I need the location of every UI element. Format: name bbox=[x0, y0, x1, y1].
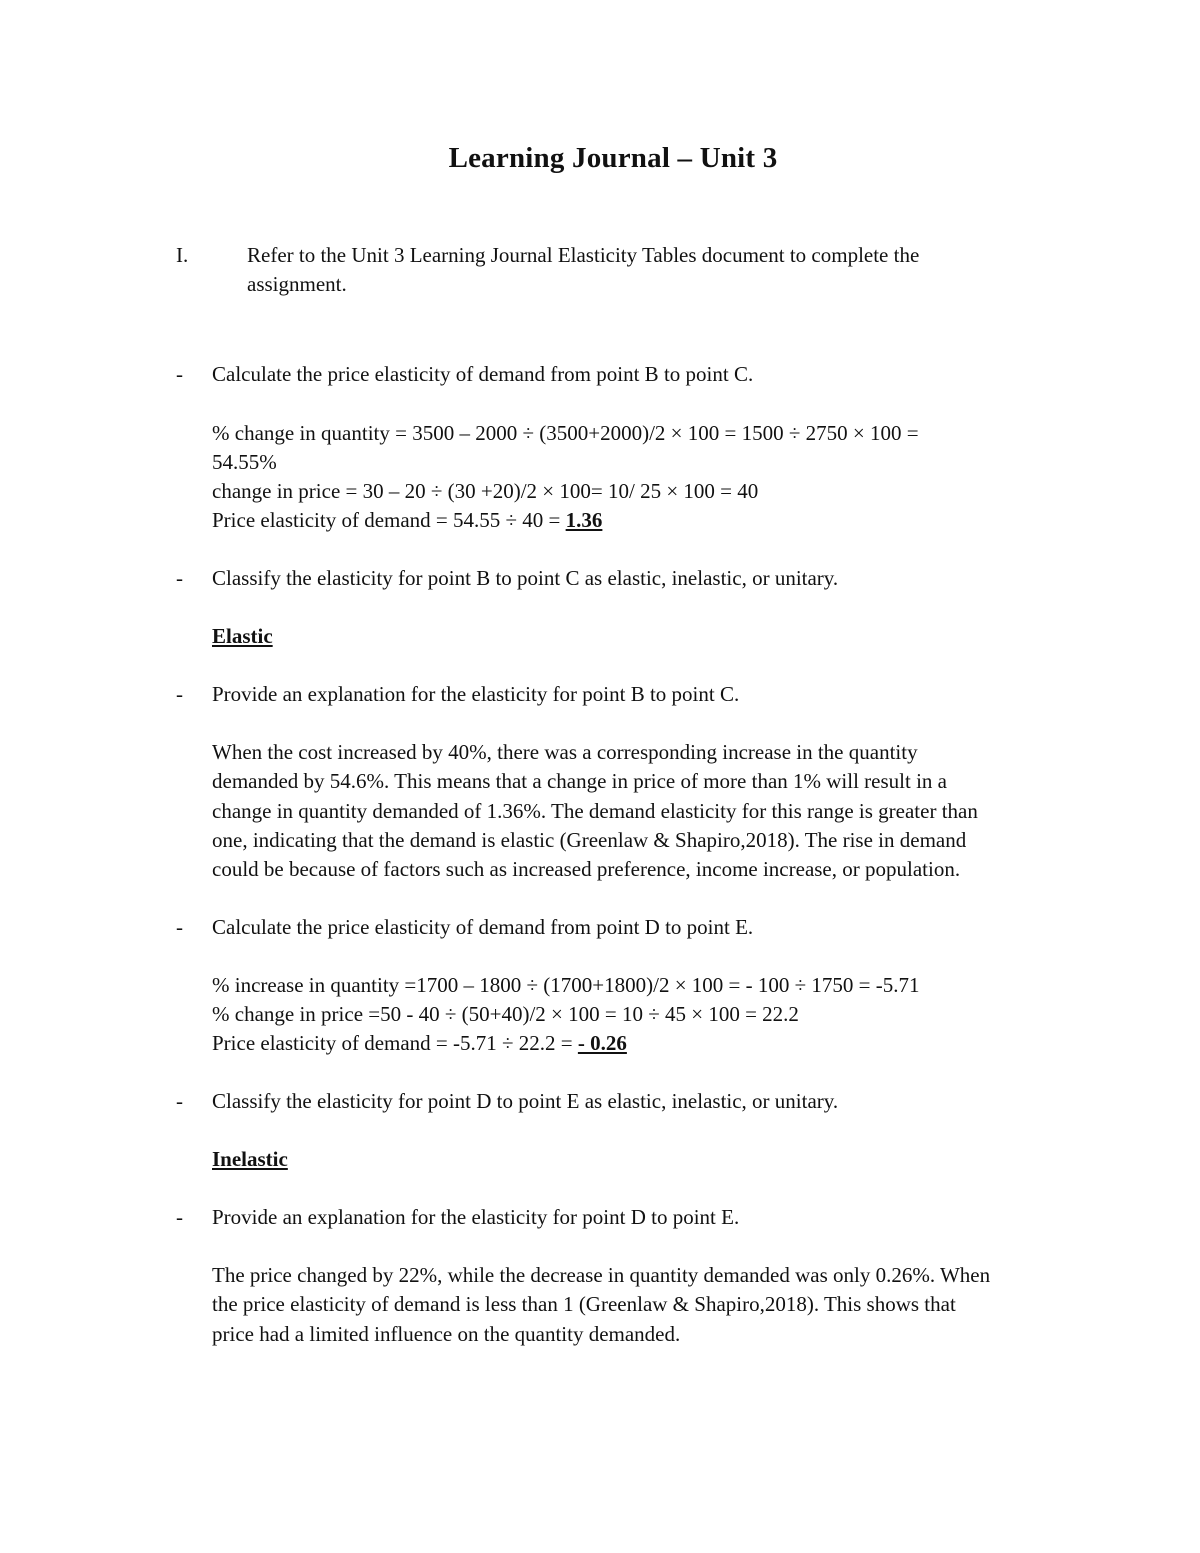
question-prompt: Classify the elasticity for point D to point E as elastic, inelastic, or unitary. bbox=[212, 1089, 839, 1113]
result-prefix: Price elasticity of demand = 54.55 ÷ 40 = bbox=[212, 508, 566, 532]
classification-answer: Elastic bbox=[212, 624, 273, 648]
calculation-result-line bbox=[212, 1029, 1092, 1058]
paragraph-line: one, indicating that the demand is elastic (Greenlaw & Shapiro,2018). The rise in demand bbox=[212, 827, 967, 852]
calculation-block bbox=[212, 419, 1092, 535]
bullet-dash: - bbox=[176, 682, 183, 706]
explanation-paragraph bbox=[212, 738, 1092, 884]
bullet-dash: - bbox=[176, 1205, 183, 1229]
calculation-line: % increase in quantity =1700 – 1800 ÷ (1700+1800)/2 × 100 = - 100 ÷ 1750 = -5.71 bbox=[212, 973, 920, 997]
bullet-dash: - bbox=[176, 1089, 183, 1113]
calculation-block bbox=[212, 971, 1092, 1058]
paragraph-line: The price changed by 22%, while the decrease in quantity demanded was only 0.26%. When bbox=[212, 1263, 991, 1287]
calculation-result-line bbox=[212, 506, 1092, 535]
result-value: 1.36 bbox=[565, 508, 603, 532]
intro-line: assignment. bbox=[247, 272, 347, 296]
calculation-line: change in price = 30 – 20 ÷ (30 +20)/2 × 100= 10/ 25 × 100 = 40 bbox=[212, 479, 759, 503]
paragraph-line: the price elasticity of demand is less than 1 (Greenlaw & Shapiro,2018). This shows that bbox=[212, 1292, 956, 1317]
bullet-dash: - bbox=[176, 362, 183, 386]
question-prompt: Provide an explanation for the elasticity for point B to point C. bbox=[212, 682, 740, 706]
question-prompt: Calculate the price elasticity of demand from point B to point C. bbox=[212, 362, 754, 386]
paragraph-line: change in quantity demanded of 1.36%. The demand elasticity for this range is greater than bbox=[212, 798, 978, 823]
paragraph-line: could be because of factors such as increased preference, income increase, or population. bbox=[212, 857, 961, 882]
roman-numeral-marker: I. bbox=[176, 243, 189, 267]
calculation-line: % change in price =50 - 40 ÷ (50+40)/2 × 100 = 10 ÷ 45 × 100 = 22.2 bbox=[212, 1002, 799, 1026]
question-prompt: Classify the elasticity for point B to point C as elastic, inelastic, or unitary. bbox=[212, 566, 839, 590]
calculation-line: % change in quantity = 3500 – 2000 ÷ (3500+2000)/2 × 100 = 1500 ÷ 2750 × 100 = bbox=[212, 421, 919, 445]
intro-line: Refer to the Unit 3 Learning Journal Elasticity Tables document to complete the bbox=[247, 243, 920, 267]
paragraph-line: When the cost increased by 40%, there was a corresponding increase in the quantity bbox=[212, 740, 918, 764]
explanation-paragraph bbox=[212, 1261, 1092, 1349]
question-prompt: Provide an explanation for the elasticity for point D to point E. bbox=[212, 1205, 740, 1229]
calculation-line: 54.55% bbox=[212, 450, 277, 474]
paragraph-line: demanded by 54.6%. This means that a change in price of more than 1% will result in a bbox=[212, 769, 947, 794]
classification-answer: Inelastic bbox=[212, 1147, 288, 1171]
paragraph-line: price had a limited influence on the quantity demanded. bbox=[212, 1321, 681, 1346]
bullet-dash: - bbox=[176, 915, 183, 939]
question-prompt: Calculate the price elasticity of demand from point D to point E. bbox=[212, 915, 754, 939]
result-value: - 0.26 bbox=[577, 1031, 627, 1055]
result-prefix: Price elasticity of demand = -5.71 ÷ 22.2 = bbox=[212, 1031, 578, 1055]
intro-text bbox=[247, 241, 1047, 299]
bullet-dash: - bbox=[176, 566, 183, 590]
document-title: Learning Journal – Unit 3 bbox=[448, 142, 778, 174]
